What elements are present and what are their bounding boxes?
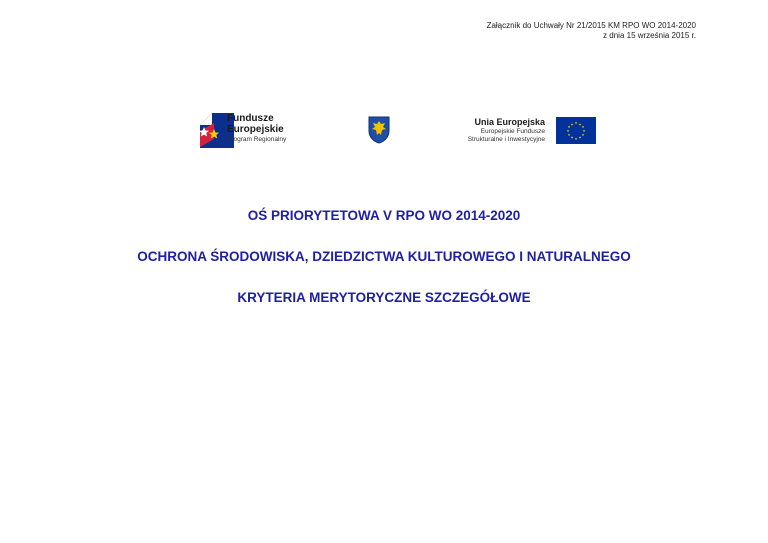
eu-flag-icon xyxy=(556,117,596,144)
fe-line3: Program Regionalny xyxy=(227,136,287,143)
svg-text:★: ★ xyxy=(574,121,578,126)
subject-title: OCHRONA ŚRODOWISKA, DZIEDZICTWA KULTUROWEGO I NATURALNEGO xyxy=(137,249,631,264)
ue-line1: Unia Europejska xyxy=(474,117,545,127)
opole-crest-icon xyxy=(368,116,390,144)
svg-text:★: ★ xyxy=(578,122,582,127)
svg-text:★: ★ xyxy=(578,135,582,140)
svg-text:★: ★ xyxy=(581,125,585,130)
svg-text:★: ★ xyxy=(567,125,571,130)
criteria-title: KRYTERIA MERYTORYCZNE SZCZEGÓŁOWE xyxy=(237,290,531,305)
logo-bar xyxy=(0,0,768,160)
svg-text:★: ★ xyxy=(570,122,574,127)
ue-line3: Strukturalne i Inwestycyjne xyxy=(467,136,545,143)
fe-line2: Europejskie xyxy=(227,124,284,135)
svg-text:★: ★ xyxy=(581,132,585,137)
ue-line2: Europejskie Fundusze xyxy=(480,128,545,135)
fundusze-europejskie-text xyxy=(227,113,286,145)
svg-text:★: ★ xyxy=(574,136,578,141)
header-date-line: z dnia 15 września 2015 r. xyxy=(603,31,696,40)
fe-line1: Fundusze xyxy=(227,113,274,124)
priority-axis-title: OŚ PRIORYTETOWA V RPO WO 2014-2020 xyxy=(247,208,521,223)
svg-text:★: ★ xyxy=(570,135,574,140)
header-attachment-line: Załącznik do Uchwały Nr 21/2015 KM RPO WO 2014-2020 xyxy=(486,21,696,30)
unia-europejska-text xyxy=(468,117,545,144)
svg-text:★: ★ xyxy=(582,129,586,133)
svg-text:★: ★ xyxy=(566,129,570,133)
svg-text:★: ★ xyxy=(567,132,571,137)
